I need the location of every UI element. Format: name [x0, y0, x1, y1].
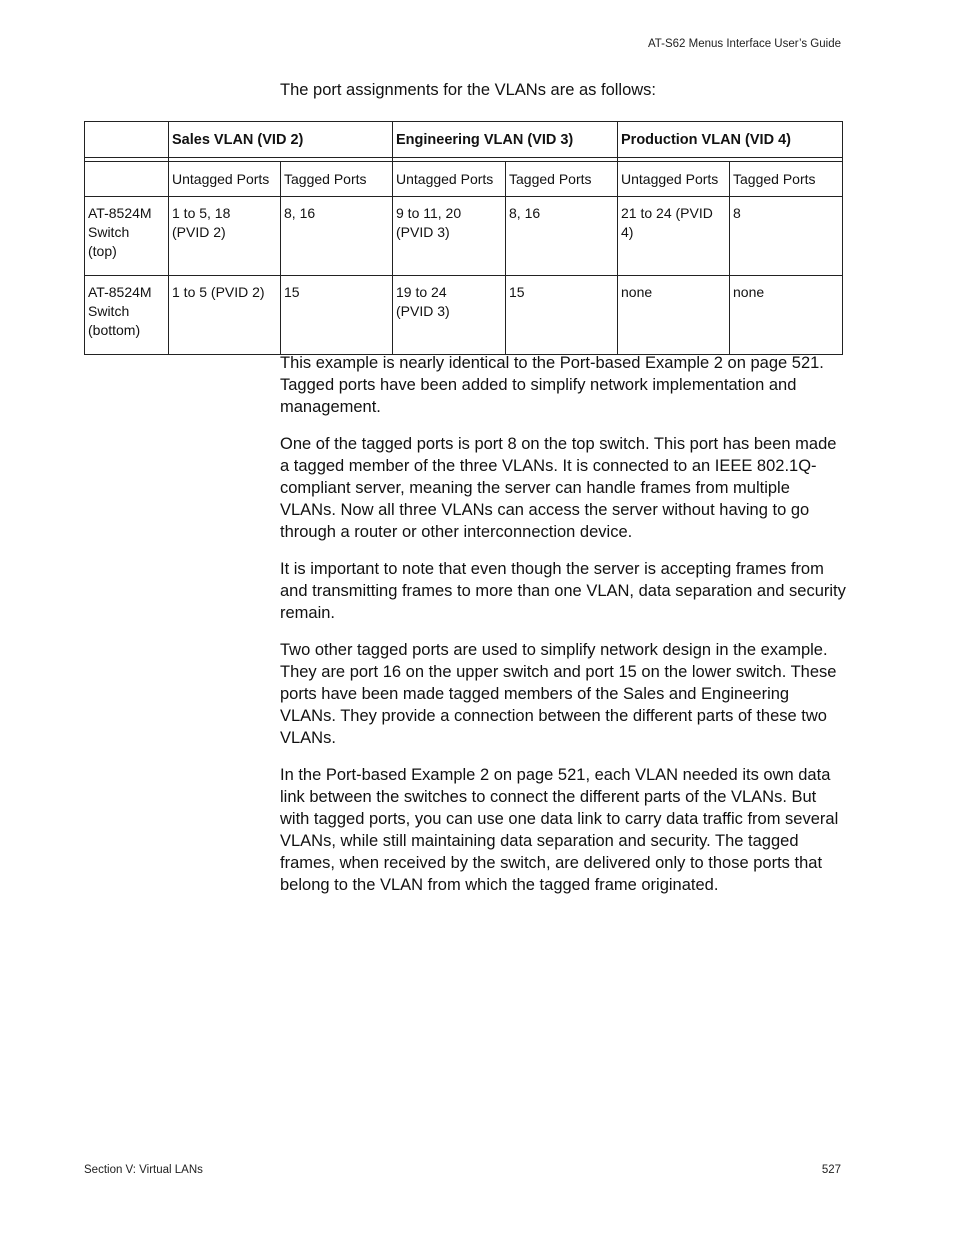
sales-vlan-header: Sales VLAN (VID 2) — [169, 122, 393, 158]
table-row — [85, 197, 843, 276]
table-cell: 1 to 5, 18 (PVID 2) — [169, 197, 281, 276]
table-cell: 21 to 24 (PVID 4) — [618, 197, 730, 276]
table-cell: 8, 16 — [281, 197, 393, 276]
subheader-corner-cell — [85, 162, 169, 197]
subheader-cell: Untagged Ports — [169, 162, 281, 197]
corner-cell — [85, 122, 169, 158]
table-intro: The port assignments for the VLANs are as follows: — [280, 81, 657, 99]
table-cell: 1 to 5 (PVID 2) — [169, 276, 281, 355]
engineering-vlan-header: Engineering VLAN (VID 3) — [393, 122, 618, 158]
subheader-cell: Untagged Ports — [393, 162, 506, 197]
body-text — [280, 352, 846, 911]
footer-section: Section V: Virtual LANs — [84, 1164, 203, 1176]
paragraph: This example is nearly identical to the Port-based Example 2 on page 521. Tagged ports have been added to simplify network implementation and management. — [280, 354, 824, 416]
subheader-cell: Untagged Ports — [618, 162, 730, 197]
table-cell: none — [618, 276, 730, 355]
table-cell: 15 — [281, 276, 393, 355]
table-subheader-row — [85, 162, 843, 197]
subheader-cell: Tagged Ports — [281, 162, 393, 197]
paragraph: In the Port-based Example 2 on page 521, each VLAN needed its own data link between the switches to connect the different parts of the VLANs. But with tagged ports, you can use one data link to carry data traffic from several VLANs, while still maintaining data separation and security. The tagged frames, when received by the switch, are delivered only to those ports that belong to the VLAN from which the tagged frame originated. — [280, 766, 839, 894]
table-cell: 8, 16 — [506, 197, 618, 276]
production-vlan-header: Production VLAN (VID 4) — [618, 122, 843, 158]
table-group-header-row — [85, 122, 843, 158]
subheader-cell: Tagged Ports — [506, 162, 618, 197]
table-cell: 19 to 24 (PVID 3) — [393, 276, 506, 355]
paragraph: It is important to note that even though the server is accepting frames from and transmitting frames to more than one VLAN, data separation and security remain. — [280, 560, 846, 622]
vlan-port-table — [84, 121, 843, 355]
table-cell: none — [730, 276, 843, 355]
table-row — [85, 276, 843, 355]
table-cell: 8 — [730, 197, 843, 276]
running-header: AT-S62 Menus Interface User’s Guide — [647, 38, 841, 50]
paragraph: Two other tagged ports are used to simplify network design in the example. They are port 16 on the upper switch and port 15 on the lower switch. These ports have been made tagged members of the Sales and Engineering VLANs. They provide a connection between the different parts of these two VLANs. — [280, 641, 837, 747]
subheader-cell: Tagged Ports — [730, 162, 843, 197]
paragraph: One of the tagged ports is port 8 on the top switch. This port has been made a tagged member of the three VLANs. It is connected to an IEEE 802.1Q-compliant server, meaning the server can handle frames from multiple VLANs. Now all three VLANs can access the server without having to go through a router or other interconnection device. — [280, 435, 837, 541]
table-cell: 9 to 11, 20 (PVID 3) — [393, 197, 506, 276]
row-label: AT-8524M Switch (top) — [85, 197, 169, 276]
table-cell: 15 — [506, 276, 618, 355]
page-number: 527 — [821, 1164, 841, 1176]
row-label: AT-8524M Switch (bottom) — [85, 276, 169, 355]
